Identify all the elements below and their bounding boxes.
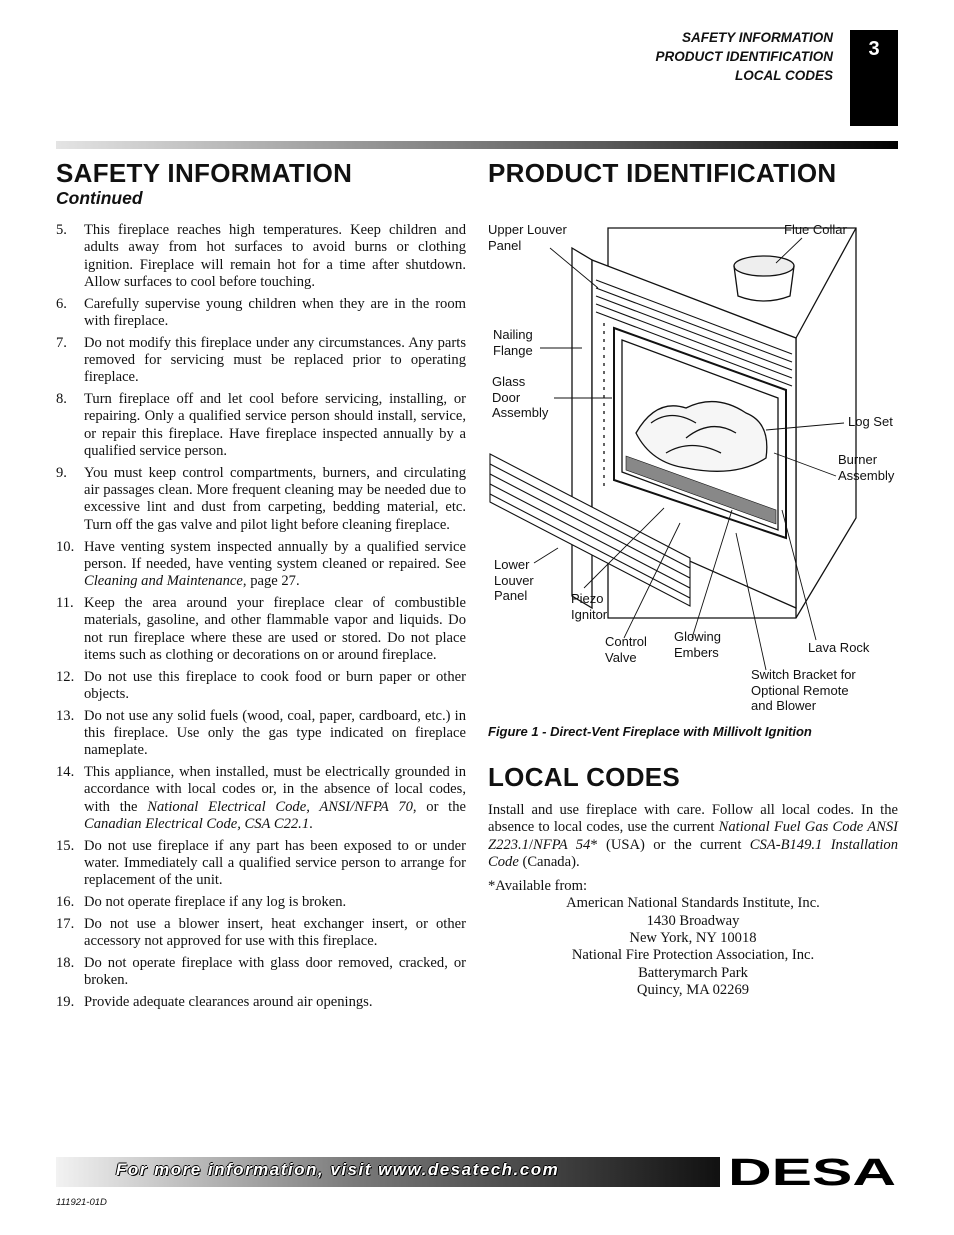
item-text-after: , page 27.: [242, 573, 300, 590]
list-item: [56, 335, 466, 387]
list-item: [56, 894, 466, 911]
codes-text: (Canada).: [518, 853, 580, 870]
safety-section-heading: [56, 158, 352, 209]
list-item: [56, 838, 466, 890]
item-text: Do not use this fireplace to cook food or burn paper or other objects.: [84, 668, 466, 702]
item-number: 13.: [56, 707, 75, 724]
label-control-valve: Control Valve: [605, 634, 647, 665]
label-lower-louver-panel: Lower Louver Panel: [494, 557, 534, 603]
item-text: Do not use a blower insert, heat exchanger insert, or other accessory not approved for use with this fireplace.: [84, 915, 466, 950]
header-rule: [56, 141, 898, 149]
item-number: 18.: [56, 955, 75, 972]
safety-title: SAFETY INFORMATION: [56, 158, 353, 188]
address-line: New York, NY 10018: [629, 930, 757, 947]
item-text: Do not operate fireplace if any log is broken.: [84, 894, 347, 911]
item-number: 8.: [56, 391, 67, 408]
page-number-tab: [850, 30, 898, 126]
list-item: [56, 222, 466, 291]
list-item: [56, 955, 466, 990]
codes-italic: National Fuel Gas Code ANSI Z223.1: [488, 819, 898, 853]
item-number: 10.: [56, 538, 75, 555]
item-italic: National Electrical Code, ANSI/NFPA 70: [147, 798, 413, 815]
item-text: Keep the area around your fireplace clear of combustible materials, gasoline, and other flammable vapor and liquids. Do not run fireplace where these are used or stored. Do not place items such as clothing or decorations on or around fireplace.: [84, 594, 466, 663]
address-line: 1430 Broadway: [646, 912, 740, 929]
label-log-set: Log Set: [848, 414, 893, 429]
codes-body: [488, 802, 898, 999]
item-number: 16.: [56, 894, 75, 911]
label-piezo-ignitor: Piezo Ignitor: [571, 591, 608, 622]
figure-caption: Figure 1 - Direct-Vent Fireplace with Millivolt Ignition: [488, 724, 812, 739]
header-line: LOCAL CODES: [734, 68, 833, 83]
item-number: 15.: [56, 837, 75, 854]
list-item: [56, 595, 466, 664]
label-flue-collar: Flue Collar: [784, 222, 847, 237]
item-number: 11.: [56, 594, 74, 611]
codes-text: * (USA) or the current: [590, 836, 750, 853]
list-item: [56, 539, 466, 591]
label-glowing-embers: Glowing Embers: [674, 629, 721, 660]
label-burner-assembly: Burner Assembly: [838, 452, 895, 483]
label-glass-door-assembly: Glass Door Assembly: [492, 374, 549, 420]
page-number: 3: [868, 38, 880, 60]
item-text-after: .: [309, 816, 313, 832]
address-line: Quincy, MA 02269: [636, 981, 750, 998]
available-from: *Available from:: [488, 878, 588, 895]
item-italic: Canadian Electrical Code, CSA C22.1: [84, 816, 310, 832]
header-line: PRODUCT IDENTIFICATION: [655, 49, 833, 64]
item-text: Have venting system inspected annually by a qualified service person. If needed, have venting system cleaned or repaired. See: [84, 538, 466, 572]
codes-text: Install and use fireplace with care. Follow all local codes. In the absence to local codes, use the current: [488, 802, 898, 836]
list-item: [56, 916, 466, 951]
codes-paragraph: [488, 802, 898, 871]
footer-website-text[interactable]: For more information, visit www.desatech.com: [116, 1160, 560, 1179]
address-line: Batterymarch Park: [638, 964, 748, 981]
item-text: Carefully supervise young children when they are in the room with fireplace.: [84, 295, 466, 329]
item-text-after: , or the: [412, 798, 467, 815]
label-switch-bracket: Switch Bracket for Optional Remote and Blower: [751, 667, 856, 713]
item-number: 6.: [56, 295, 67, 312]
label-nailing-flange: Nailing Flange: [493, 327, 533, 358]
address-block: [488, 895, 898, 999]
list-item: [56, 708, 466, 760]
item-text: This appliance, when installed, must be electrically grounded in accordance with local codes or, in the absence of local codes, with the: [84, 764, 466, 815]
desa-logo-text: DESA: [728, 1156, 896, 1188]
item-number: 17.: [56, 915, 75, 932]
label-lava-rock: Lava Rock: [808, 640, 870, 655]
item-number: 7.: [56, 334, 67, 351]
item-italic: Cleaning and Maintenance: [84, 573, 243, 590]
item-number: 12.: [56, 668, 75, 685]
item-number: 5.: [56, 222, 67, 238]
list-item: [56, 391, 466, 460]
item-text: Do not use any solid fuels (wood, coal, paper, cardboard, etc.) in this fireplace. Use only the gas type indicated on fireplace nameplate.: [84, 707, 466, 759]
item-number: 19.: [56, 994, 75, 1011]
item-text: Do not modify this fireplace under any circumstances. Any parts removed for servicing must be replaced prior to operating fireplace.: [84, 334, 466, 386]
item-text: Provide adequate clearances around air openings.: [84, 994, 373, 1011]
product-title: PRODUCT IDENTIFICATION: [488, 158, 837, 188]
list-item: [56, 764, 466, 833]
codes-title: LOCAL CODES: [488, 762, 681, 792]
item-text: This fireplace reaches high temperatures. Keep children and adults away from hot surfaces to avoid burns or clothing ignition. Fireplace will remain hot for a time after shutdown. Allow surfaces to cool before touching.: [84, 222, 466, 290]
list-item: [56, 296, 466, 331]
document-code: 111921-01D: [56, 1197, 107, 1208]
running-header: [656, 28, 834, 85]
codes-text: /: [528, 836, 534, 853]
safety-list: [56, 222, 466, 1016]
list-item: [56, 669, 466, 704]
label-upper-louver-panel: Upper Louver Panel: [488, 222, 567, 253]
list-item: [56, 994, 466, 1011]
address-line: National Fire Protection Association, Inc.: [571, 947, 815, 964]
address-line: American National Standards Institute, Inc.: [566, 895, 820, 912]
item-text: Do not use fireplace if any part has been exposed to or under water. Immediately call a qualified service person to arrange for replacement of the unit.: [84, 837, 466, 889]
safety-subtitle: Continued: [56, 188, 143, 208]
header-line: SAFETY INFORMATION: [682, 30, 833, 45]
item-number: 9.: [56, 464, 67, 481]
item-text: Do not operate fireplace with glass door removed, cracked, or broken.: [84, 955, 466, 989]
item-number: 14.: [56, 764, 75, 781]
list-item: [56, 465, 466, 534]
codes-italic: CSA-B149.1 Installation Code: [488, 836, 898, 870]
item-text: You must keep control compartments, burners, and circulating air passages clean. More frequent cleaning may be needed due to excessive lint and dust from carpeting, bedding material, etc. Turn off the gas valve and pilot light before cleaning fireplace.: [84, 464, 466, 533]
item-text: Turn fireplace off and let cool before servicing, installing, or repairing. Only a qualified service person should install, service, or repair this fireplace. Have fireplace inspected annually by a qualified service person.: [84, 391, 466, 460]
desa-logo: [726, 1156, 898, 1188]
codes-italic: NFPA 54: [533, 836, 591, 853]
